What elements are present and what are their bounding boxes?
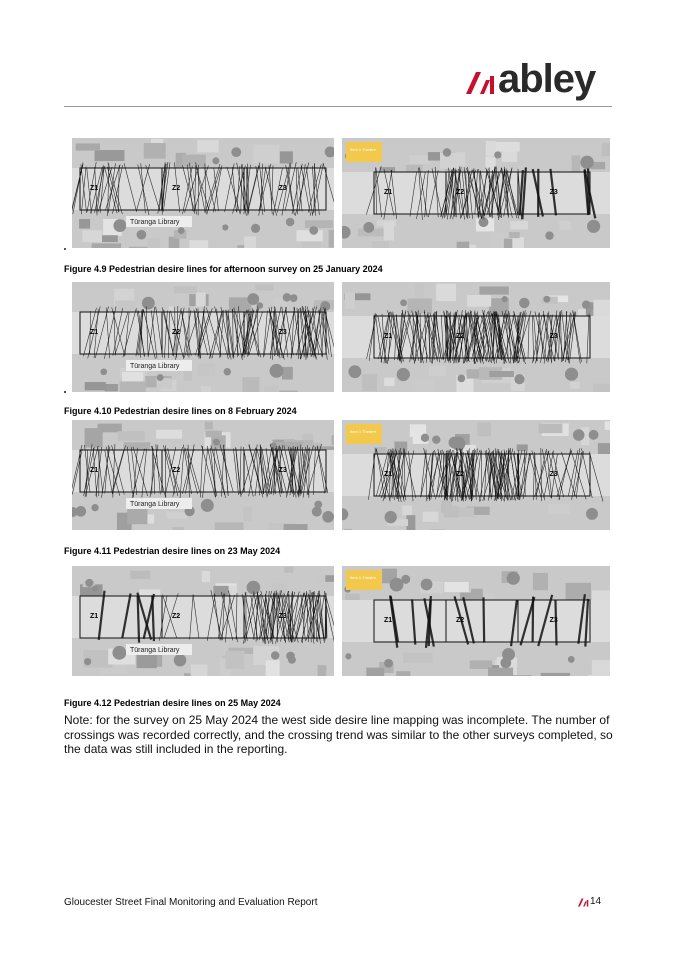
map-left-figure-4-12 bbox=[72, 566, 334, 676]
zone-label: Z3 bbox=[549, 617, 558, 624]
zone-label: Z1 bbox=[384, 333, 393, 340]
caption-figure-4-11: Figure 4.11 Pedestrian desire lines on 23 May 2024 bbox=[64, 546, 281, 556]
figure-4-10-maps bbox=[72, 282, 612, 392]
map-left-figure-4-9 bbox=[72, 138, 334, 248]
caption-figure-4-10: Figure 4.10 Pedestrian desire lines on 8 February 2024 bbox=[64, 406, 297, 416]
theatre-sign bbox=[346, 424, 382, 444]
zone-label: Z2 bbox=[456, 333, 465, 340]
logo-text: abley bbox=[498, 57, 596, 101]
map-right-figure-4-9 bbox=[342, 138, 610, 248]
desire-line-map bbox=[72, 420, 334, 530]
abley-footer-mark-icon bbox=[578, 898, 589, 907]
desire-line-map bbox=[342, 420, 610, 530]
library-label: Tūranga Library bbox=[130, 219, 180, 226]
zone-label: Z1 bbox=[90, 467, 99, 474]
desire-line-map bbox=[342, 138, 610, 248]
zone-label: Z3 bbox=[278, 467, 287, 474]
zone-label: Z1 bbox=[384, 471, 393, 478]
zone-label: Z1 bbox=[384, 189, 393, 196]
theatre-sign-label: Item 1 Theatre bbox=[350, 429, 376, 434]
zone-label: Z3 bbox=[278, 613, 287, 620]
desire-line-map bbox=[342, 566, 610, 676]
desire-line-map bbox=[72, 566, 334, 676]
desire-line-map bbox=[342, 282, 610, 392]
figure-4-9-maps bbox=[72, 138, 612, 248]
map-right-figure-4-10 bbox=[342, 282, 610, 392]
footer-page-number: 14 bbox=[590, 896, 602, 907]
library-label: Tūranga Library bbox=[130, 363, 180, 370]
zone-label: Z3 bbox=[278, 185, 287, 192]
abley-logo-mark-icon bbox=[466, 72, 496, 94]
zone-label: Z1 bbox=[90, 329, 99, 336]
map-right-figure-4-11 bbox=[342, 420, 610, 530]
zone-label: Z2 bbox=[456, 617, 465, 624]
library-label: Tūranga Library bbox=[130, 647, 180, 654]
theatre-sign bbox=[346, 142, 382, 162]
map-left-figure-4-11 bbox=[72, 420, 334, 530]
zone-label: Z1 bbox=[90, 185, 99, 192]
stray-mark bbox=[64, 248, 66, 250]
zone-label: Z1 bbox=[90, 613, 99, 620]
zone-label: Z2 bbox=[172, 329, 181, 336]
caption-figure-4-12: Figure 4.12 Pedestrian desire lines on 25 May 2024 bbox=[64, 698, 281, 708]
caption-figure-4-9: Figure 4.9 Pedestrian desire lines for afternoon survey on 25 January 2024 bbox=[64, 264, 383, 274]
zone-label: Z3 bbox=[549, 471, 558, 478]
zone-label: Z1 bbox=[384, 617, 393, 624]
footer-report-title: Gloucester Street Final Monitoring and Evaluation Report bbox=[64, 897, 318, 908]
zone-label: Z2 bbox=[172, 613, 181, 620]
figure-4-12-maps bbox=[72, 566, 612, 676]
library-label: Tūranga Library bbox=[130, 501, 180, 508]
zone-label: Z2 bbox=[172, 467, 181, 474]
zone-label: Z3 bbox=[549, 189, 558, 196]
zone-label: Z2 bbox=[172, 185, 181, 192]
theatre-sign-label: Item 1 Theatre bbox=[350, 575, 376, 580]
figure-4-11-maps bbox=[72, 420, 612, 530]
zone-label: Z2 bbox=[456, 189, 465, 196]
note-paragraph: Note: for the survey on 25 May 2024 the west side desire line mapping was incomplete. The number of crossings was recorded correctly, and the crossing trend was similar to the other surveys completed, so the data was still included in the reporting. bbox=[64, 713, 613, 756]
desire-line-map bbox=[72, 138, 334, 248]
theatre-sign-label: Item 1 Theatre bbox=[350, 147, 376, 152]
zone-label: Z3 bbox=[278, 329, 287, 336]
theatre-sign bbox=[346, 570, 382, 590]
header-divider bbox=[64, 106, 612, 107]
zone-label: Z3 bbox=[549, 333, 558, 340]
desire-line-map bbox=[72, 282, 334, 392]
map-right-figure-4-12 bbox=[342, 566, 610, 676]
stray-mark bbox=[64, 391, 66, 393]
map-left-figure-4-10 bbox=[72, 282, 334, 392]
abley-logo bbox=[466, 57, 610, 102]
zone-label: Z2 bbox=[456, 471, 465, 478]
